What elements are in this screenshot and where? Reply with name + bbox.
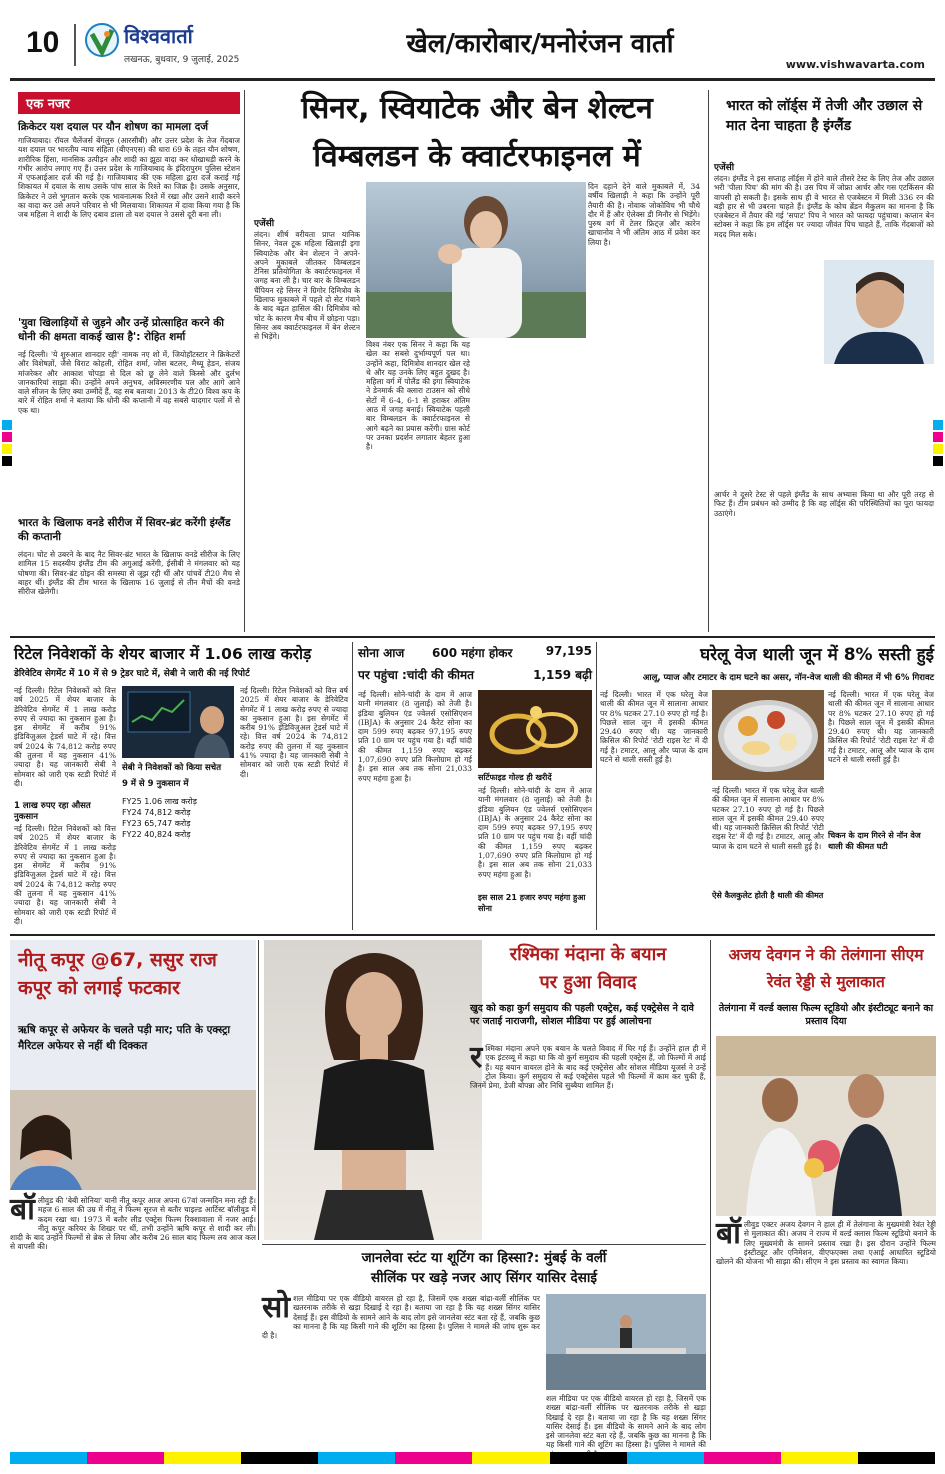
print-registration-marks-right	[933, 420, 943, 480]
masthead	[0, 0, 945, 78]
cricket-headline: भारत को लॉर्ड्स में तेजी और उछाल से मात देना चाहता है इंग्लैंड	[726, 98, 923, 134]
rashmika-headline-line2: पर हुआ विवाद	[539, 972, 637, 993]
cricket-body: लंदन। इंग्लैंड ने इस सप्ताह लॉर्ड्स में होने वाले तीसरे टेस्ट के लिए तेज और उछाल भरी 'पीला पिच' की मांग की है। उस पिच में जोफ्रा आर्चर और गस एटकिंसन की वापसी हो सकती है। इसके साथ ही वे भारत से एजबेस्टन में मिली 336 रन की बड़ी हार से भी उबरना चाहते हैं। इंग्लैंड के कोच ब्रेंडन मैकुलम का मानना है कि एजबेस्टन में तैयार की गई 'सपाट' पिच ने भारत को फायदा पहुंचाया। कप्तान बेन स्टोक्स ने कहा कि हम लॉर्ड्स पर ज्यादा जीवंत पिच चाहते हैं, ताकि गेंदबाजों को मदद मिल सके।	[714, 174, 934, 239]
website-link[interactable]: www.vishwavarta.com	[785, 58, 925, 71]
brief-headline-3: भारत के खिलाफ वनडे सीरीज में सिवर-ब्रंट करेंगी इंग्लैंड की कप्तानी	[18, 517, 231, 543]
stock-trader-photo	[122, 686, 234, 758]
thali-headline: घरेलू वेज थाली जून में 8% सस्ती हुई	[700, 645, 934, 665]
market-table-row: FY23 65,747 करोड़	[122, 819, 191, 828]
ajay-cm-meeting-photo	[716, 1036, 936, 1216]
thali-sub1: चिकन के दाम गिरने से नॉन वेज थाली की कीमत घटी	[828, 831, 921, 851]
ajay-headline: अजय देवगन ने की तेलंगाना सीएम रेवंत रेड्डी से मुलाकात	[728, 946, 924, 991]
gold-row2-value: 1,159 बढ़ी	[533, 668, 592, 682]
rashmika-photo	[264, 940, 482, 1240]
neetu-body	[10, 1192, 256, 1440]
thali-body: नई दिल्ली। भारत में एक घरेलू वेज थाली की कीमत जून में सालाना आधार पर 8% घटकर 27.10 रुपए हो गई है। पिछले साल जून में इसकी कीमत 29.40 रुपए थी। यह जानकारी क्रिसिल की रिपोर्ट 'रोटी राइस रेट' में दी गई है। टमाटर, आलू और प्याज के दाम घटने से थाली सस्ती हुई है।	[600, 690, 708, 765]
yasir-body-2: शल मीडिया पर एक वीडियो वायरल हो रहा है, जिसमें एक शख्स बांद्रा-वर्ली सीलिंक पर खतरनाक तरीके से खड़ा दिखाई दे रहा है। बताया जा रहा है कि यह शख्स सिंगर यासिर देसाई हैं। इस वीडियो के सामने आने के बाद लोग इसे जानलेवा स्टंट बता रहे हैं, जबकि कुछ का मानना है कि यह किसी गाने की शूटिंग का हिस्सा है। पुलिस ने मामले की	[546, 1394, 706, 1450]
tennis-player-photo	[366, 182, 586, 338]
neetu-dropcap: बॉ	[10, 1192, 35, 1227]
thali-body-2: नई दिल्ली। भारत में एक घरेलू वेज थाली की कीमत जून में सालाना आधार पर 8% घटकर 27.10 रुपए हो गई है। पिछले साल जून में इसकी कीमत 29.40 रुपए थी। यह जानकारी क्रिसिल की रिपोर्ट 'रोटी राइस रेट' में दी गई है। टमाटर, आलू और प्याज के दाम घटने से थाली सस्ती हुई है।	[712, 786, 824, 851]
market-loss-table	[122, 796, 234, 856]
ajay-dropcap: बॉ	[716, 1216, 741, 1251]
rashmika-body-text: श्मिका मंदाना अपने एक बयान के चलते विवाद में घिर गई हैं। उन्होंने हाल ही में एक इंटरव्यू में कहा था कि वो कुर्ग समुदाय की पहली एक्ट्रेस हैं, जो फिल्मों में आई हैं। यह बयान वायरल होने के बाद कई एक्ट्रेसेस और सोशल मीडिया यूजर्स ने उन्हें ट्रोल किया। कुर्ग समुदाय से कई एक्ट्रेसेस पहले भी फिल्मों में काम कर चुकी हैं, जिनमें प्रेमा, डेजी बोपन्ना और निधि सुब्बैया शामिल हैं।	[470, 1044, 706, 1091]
lead-body-col1: लंदन। शीर्ष वरीयता प्राप्त यानिक सिनर, नेवल टूक महिला खिलाड़ी इगा स्वियाटेक और बेन शेल्टन ने अपने-अपने मुकाबले जीतकर विम्बलडन टेनिस प्रतियोगिता के क्वार्टरफाइनल में जगह बना ली है। चार बार के विम्बलडन चैंपियन रहे सिनर ने ग्रिगोर दिमित्रोव के खिलाफ मुकाबले में पहले दो सेट गंवाने के बाद बढ़त हासिल की। दिमित्रोव को चोट के कारण मैच बीच में छोड़ना पड़ा। सिनर अब क्वार्टरफाइनल में बेन शेल्टन से भिड़ेंगे।	[254, 230, 360, 342]
gold-sub2: सर्टिफाइड गोल्ड ही खरीदें	[478, 773, 552, 782]
neetu-story	[10, 940, 256, 1440]
brief-headline-2: 'युवा खिलाड़ियों से जुड़ने और उन्हें प्रोत्साहित करने की धोनी की क्षमता वाकई खास है': रोहित शर्मा	[18, 317, 225, 343]
neetu-subheadline: ऋषि कपूर से अफेयर के चलते पड़ी मार; पति के एक्स्ट्रा मैरिटल अफेयर से नहीं थी दिक्कत	[18, 1024, 231, 1052]
cricket-pullquote: आर्चर ने दूसरे टेस्ट से पहले इंग्लैंड के साथ अभ्यास किया था और पूरी तरह से फिट हैं। टीम प्रबंधन को उम्मीद है कि वह लॉर्ड्स की परिस्थितियों का पूरा फायदा उठाएंगे।	[714, 490, 934, 518]
market-story	[14, 642, 348, 930]
yasir-headline-line1: जानलेवा स्टंट या शूटिंग का हिस्सा?: मुंबई के वर्ली	[361, 1250, 607, 1266]
market-table-row: FY22 40,824 करोड़	[122, 830, 191, 839]
cricket-coach-photo	[824, 260, 934, 364]
brief-body-3: लंदन। चोट से उबरने के बाद नैट सिवर-ब्रंट भारत के खिलाफ वनडे सीरीज के लिए शामिल 15 सदस्यीय इंग्लैंड टीम की अगुआई करेंगी, ईसीबी ने मंगलवार को यह घोषणा की। सिवर-ब्रंट ग्रोइन की समस्या से जूझ रही थीं और पांचवें टी20 मैच से बाहर थीं। इंग्लैंड की टीम भारत के खिलाफ 16 जुलाई से तीन मैचों की वनडे सीरीज खेलेगी।	[18, 550, 240, 597]
lead-body-col4: दिन दहाने देने वाले मुकाबले में, 34 वर्षीय खिलाड़ी ने कहा कि उन्होंने पूरी तैयारी की है। नोवाक जोकोविच भी चौथे दौर में हैं और ऐलेक्स डी मिनौर से भिड़ेंगे। पुरुष वर्ग में टेलर फ्रिट्ज़ और कारेन खाचानोव ने भी अंतिम आठ में प्रवेश कर लिया है।	[588, 182, 700, 247]
dateline: लखनऊ, बुधवार, 9 जुलाई, 2025	[124, 55, 240, 65]
lead-headline-line2: विम्बलडन के क्वार्टरफाइनल में	[313, 139, 641, 174]
thali-story	[600, 642, 934, 930]
gold-jewellery-photo	[478, 690, 592, 768]
yasir-body	[262, 1290, 540, 1444]
market-subheadline: डेरिवेटिव सेगमेंट में 10 में से 9 ट्रेडर घाटे में, सेबी ने जारी की नई रिपोर्ट	[14, 669, 250, 679]
rashmika-headline-line1: रश्मिका मंदाना के बयान	[509, 944, 667, 965]
brand-name: विश्ववार्ता	[124, 24, 193, 48]
yasir-dropcap: सो	[262, 1290, 291, 1325]
gold-sub1: इस साल 21 हजार रुपए महंगा हुआ सोना	[478, 893, 586, 913]
rashmika-body	[470, 1040, 706, 1240]
neetu-body-text: लीवुड की 'बेबी सोनिया' यानी नीतू कपूर आज अपना 67वां जन्मदिन मना रही हैं। महज 6 साल की उम्र में नीतू ने फिल्म सूरज से बतौर चाइल्ड आर्टिस्ट बॉलीवुड में कदम रखा था। 1973 में बतौर लीड एक्ट्रेस फिल्म रिक्शावाला में नजर आई। नीतू कपूर करियर के शिखर पर थीं, तभी उन्होंने ऋषि कपूर से शादी कर ली। शादी के बाद उन्होंने फिल्मों से ब्रेक ले लिया और करीब 26 साल बाद फिल्म लव आज कल से वापसी की।	[10, 1196, 256, 1252]
gold-row1-label: सोना आज	[358, 646, 405, 660]
gold-row2-label: पर पहुंचा :चांदी की कीमत	[358, 668, 475, 682]
brand-logo-icon	[84, 22, 120, 58]
print-registration-marks	[2, 420, 12, 480]
thali-sub2: ऐसे कैलकुलेट होती है थाली की कीमत	[712, 891, 824, 900]
lead-body-col2: विश्व नंबर एक सिनर ने कहा कि यह खेल का सबसे दुर्भाग्यपूर्ण पल था। उन्होंने कहा, दिमित्रोव शानदार खेल रहे थे और यह उनके लिए बहुत दुखद है। महिला वर्ग में पोलैंड की इगा स्वियाटेक ने डेनमार्क की क्लारा टाउसन को सीधे सेटों में 6-4, 6-1 से हराकर अंतिम आठ में जगह बनाई। स्वियाटेक पहली बार विम्बलडन के क्वार्टरफाइनल से आगे बढ़ने का प्रयास करेंगी। ग्रास कोर्ट पर उनका प्रदर्शन लगातार बेहतर हुआ है।	[366, 340, 470, 452]
gold-row1-value: 600 महंगा होकर	[432, 646, 513, 660]
market-table-row: FY25 1.06 लाख करोड़	[122, 797, 197, 806]
cricket-story	[714, 92, 934, 632]
print-color-bar	[10, 1452, 935, 1464]
market-headline: रिटेल निवेशकों के शेयर बाजार में 1.06 लाख करोड़	[14, 645, 312, 663]
market-body-3: नई दिल्ली। रिटेल निवेशकों को वित्त वर्ष 2025 में शेयर बाजार के डेरिवेटिव सेगमेंट में 1 लाख करोड़ रुपए से ज्यादा का नुकसान हुआ है। इस सेगमेंट में करीब 91% इंडिविजुअल ट्रेडर्स घाटे में रहे। वित्त वर्ष 2024 के 74,812 करोड़ रुपए की तुलना में यह नुकसान 41% ज्यादा है। यह जानकारी सेबी ने सोमवार को जारी एक स्टडी रिपोर्ट में दी।	[240, 686, 348, 779]
brief-headline-1: क्रिकेटर यश दयाल पर यौन शोषण का मामला दर्ज	[18, 121, 209, 133]
gold-body-2: नई दिल्ली। सोने-चांदी के दाम में आज यानी मंगलवार (8 जुलाई) को तेजी है। इंडिया बुलियन एंड ज्वेलर्स एसोसिएशन (IBJA) के अनुसार 24 कैरेट सोना का दाम 599 रुपए बढ़कर 97,195 रुपए प्रति 10 ग्राम पर पहुंच गया है। वहीं चांदी की कीमत 1,159 रुपए बढ़कर 1,07,690 रुपए प्रति किलोग्राम हो गई है। इस साल अब तक सोना 21,033 रुपए महंगा हुआ है।	[478, 786, 592, 879]
lead-story	[250, 86, 704, 632]
rashmika-subheadline: खुद को कहा कुर्ग समुदाय की पहली एक्ट्रेस, कई एक्ट्रेसेस ने दावे पर जताई नाराजगी, सोशल मीडिया पर हुई आलोचना	[470, 1003, 694, 1027]
yasir-headline-line2: सीलिंक पर खड़े नजर आए सिंगर यासिर देसाई	[371, 1270, 597, 1286]
brief-body-1: गाजियाबाद। रॉयल चैलेंजर्स बेंगलुरु (आरसीबी) और उत्तर प्रदेश के तेज गेंदबाज यश दयाल पर भारतीय न्याय संहिता (बीएनएस) की धारा 69 के तहत यौन शोषण, शारीरिक हिंसा, मानसिक उत्पीड़न और शादी का झूठा वादा कर धोखाधड़ी करने के गंभीर आरोप लगाए गए हैं। उत्तर प्रदेश के गाजियाबाद के इंदिरापुरम पुलिस स्टेशन में एफआईआर दर्ज की गई है। गाजियाबाद की एक महिला द्वारा दर्ज कराई गई शिकायत में दयाल के साथ उसके पांच साल के रिश्ते का जिक्र है। उसके अनुसार, क्रिकेटर ने उसे भुगतान करके एक भावनात्मक रिश्ते में रखा और उसने शादी करने का वादा कर उसे अपने परिवार से भी मिलवाया। शिकायत में दावा किया गया है कि जब महिला ने शादी के लिए दबाव डाला तो यश दयाल ने उससे दूरी बना ली।	[18, 136, 240, 220]
lead-agency: एजेंसी	[254, 219, 275, 229]
ajay-body-text: लीवुड एक्टर अजय देवगन ने हाल ही में तेलंगाना के मुख्यमंत्री रेवंत रेड्डी से मुलाकात की। अजय ने राज्य में वर्ल्ड क्लास फिल्म स्टूडियो बनाने के लिए मुख्यमंत्री के सामने प्रस्ताव रखा है। इस दौरान उन्होंने फिल्म इंस्टीट्यूट और एनिमेशन, वीएफएक्स तथा एआई आधारित स्टूडियो खोलने की योजना भी साझा की। सीएम ने इस प्रस्ताव का स्वागत किया।	[716, 1220, 936, 1267]
ajay-story	[716, 940, 936, 1440]
brief-body-2: नई दिल्ली। 'ये शुरुआत शानदार रही' नामक नए शो में, जियोहॉटस्टार ने क्रिकेटरों और विशेषज्ञों, जैसे विराट कोहली, रोहित शर्मा, जोस बटलर, मैथ्यू हेडन, संजय मांजरेकर और आकाश चोपड़ा से दिल को छू लेने वाले किस्से और दुर्लभ जानकारियां साझा की। उन्होंने अपने अनुभव, अविस्मरणीय पल और आगे आने वाले सीजन के लिए क्या उम्मीदें हैं, यह सब बताया। 2013 के टी20 विश्व कप के बारे में रोहित शर्मा ने बताया कि धोनी की कप्तानी में वह सबसे यादगार पलों में से एक था।	[18, 350, 240, 415]
brief-label: एक नजर	[18, 92, 240, 114]
market-table-row: FY24 74,812 करोड़	[122, 808, 191, 817]
thali-plate-photo	[712, 690, 824, 780]
gold-body: नई दिल्ली। सोने-चांदी के दाम में आज यानी मंगलवार (8 जुलाई) को तेजी है। इंडिया बुलियन एंड ज्वेलर्स एसोसिएशन (IBJA) के अनुसार 24 कैरेट सोना का दाम 599 रुपए बढ़कर 97,195 रुपए प्रति 10 ग्राम पर पहुंच गया है। वहीं चांदी की कीमत 1,159 रुपए बढ़कर 1,07,690 रुपए प्रति किलोग्राम हो गई है। इस साल अब तक सोना 21,033 रुपए महंगा हुआ है।	[358, 690, 472, 783]
gold-story	[358, 642, 592, 930]
gold-row1-price: 97,195	[545, 644, 592, 658]
yasir-story	[262, 1248, 706, 1450]
rashmika-story	[470, 940, 706, 1240]
market-body: नई दिल्ली। रिटेल निवेशकों को वित्त वर्ष 2025 में शेयर बाजार के डेरिवेटिव सेगमेंट में 1 लाख करोड़ रुपए से ज्यादा का नुकसान हुआ है। इस सेगमेंट में करीब 91% इंडिविजुअल ट्रेडर्स घाटे में रहे। वित्त वर्ष 2024 के 74,812 करोड़ रुपए की तुलना में यह नुकसान 41% ज्यादा है। यह जानकारी सेबी ने सोमवार को जारी एक स्टडी रिपोर्ट में दी।	[14, 686, 116, 788]
ajay-subheadline: तेलंगाना में वर्ल्ड क्लास फिल्म स्टूडियो और इंस्टीट्यूट बनाने का प्रस्ताव दिया	[718, 1003, 934, 1027]
market-sub1: 1 लाख रुपए रहा औसत नुकसान	[14, 801, 91, 822]
thali-body-3: नई दिल्ली। भारत में एक घरेलू वेज थाली की कीमत जून में सालाना आधार पर 8% घटकर 27.10 रुपए हो गई है। पिछले साल जून में इसकी कीमत 29.40 रुपए थी। यह जानकारी क्रिसिल की रिपोर्ट 'रोटी राइस रेट' में दी गई है। टमाटर, आलू और प्याज के दाम घटने से थाली सस्ती हुई है।	[828, 690, 934, 765]
sealink-singer-photo	[546, 1294, 706, 1390]
section-title: खेल/कारोबार/मनोरंजन वार्ता	[406, 29, 674, 59]
rashmika-dropcap: र	[470, 1040, 483, 1075]
ajay-body	[716, 1216, 936, 1440]
lead-headline-line1: सिनर, स्वियाटेक और बेन शेल्टन	[301, 91, 653, 126]
neetu-kapoor-photo	[10, 1090, 256, 1190]
thali-subheadline: आलू, प्याज और टमाटर के दाम घटने का असर, नॉन-वेज थाली की कीमत में भी 6% गिरावट	[642, 673, 934, 683]
market-sub3: सेबी ने निवेशकों को किया सचेत	[122, 763, 222, 773]
market-sub2: 9 में से 9 नुकसान में	[122, 779, 189, 789]
page-number: 10	[26, 26, 60, 59]
brief-column	[18, 92, 240, 632]
market-body-2: नई दिल्ली। रिटेल निवेशकों को वित्त वर्ष 2025 में शेयर बाजार के डेरिवेटिव सेगमेंट में 1 लाख करोड़ रुपए से ज्यादा का नुकसान हुआ है। इस सेगमेंट में करीब 91% इंडिविजुअल ट्रेडर्स घाटे में रहे। वित्त वर्ष 2024 के 74,812 करोड़ रुपए की तुलना में यह नुकसान 41% ज्यादा है। यह जानकारी सेबी ने सोमवार को जारी एक स्टडी रिपोर्ट में दी।	[14, 824, 116, 926]
cricket-agency: एजेंसी	[714, 163, 735, 173]
neetu-headline: नीतू कपूर @67, ससुर राज कपूर को लगाई फटकार	[18, 949, 217, 999]
yasir-body-text: शल मीडिया पर एक वीडियो वायरल हो रहा है, जिसमें एक शख्स बांद्रा-वर्ली सीलिंक पर खतरनाक तरीके से खड़ा दिखाई दे रहा है। बताया जा रहा है कि यह शख्स सिंगर यासिर देसाई हैं। इस वीडियो के सामने आने के बाद लोग इसे जानलेवा स्टंट बता रहे हैं, जबकि कुछ का मानना है कि यह किसी गाने की शूटिंग का हिस्सा है। पुलिस ने मामले की जांच शुरू कर दी है।	[262, 1294, 540, 1341]
